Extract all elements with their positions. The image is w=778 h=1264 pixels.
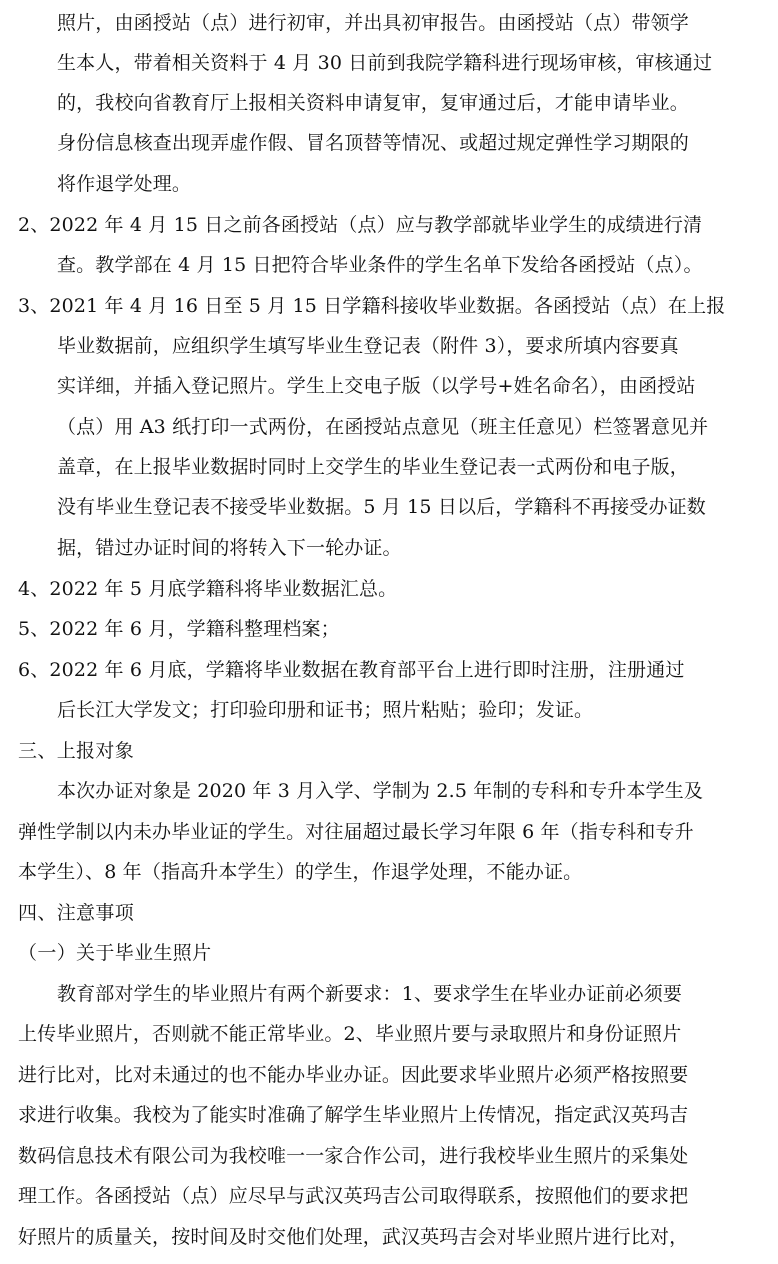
text-line: 查。教学部在 4 月 15 日把符合毕业条件的学生名单下发给各函授站（点）。	[57, 254, 703, 276]
paragraph-line: 数码信息技术有限公司为我校唯一一家合作公司，进行我校毕业生照片的采集处	[18, 1145, 689, 1167]
section-heading-reporting-scope: 三、上报对象	[18, 740, 135, 762]
text-line: 身份信息核查出现弄虚作假、冒名顶替等情况、或超过规定弹性学习期限的	[57, 132, 689, 154]
paragraph-line: 本学生）、8 年（指高升本学生）的学生，作退学处理，不能办证。	[18, 861, 583, 883]
paragraph-line: 理工作。各函授站（点）应尽早与武汉英玛吉公司取得联系，按照他们的要求把	[18, 1185, 689, 1207]
list-item-6: 6、2022 年 6 月底，学籍将毕业数据在教育部平台上进行即时注册，注册通过	[18, 659, 685, 681]
text-line: 毕业数据前，应组织学生填写毕业生登记表（附件 3），要求所填内容要真	[57, 335, 679, 357]
text-line: 照片，由函授站（点）进行初审，并出具初审报告。由函授站（点）带领学	[57, 12, 689, 34]
paragraph-line: 本次办证对象是 2020 年 3 月入学、学制为 2.5 年制的专科和专升本学生及	[57, 780, 704, 802]
list-item-4: 4、2022 年 5 月底学籍科将毕业数据汇总。	[18, 578, 398, 600]
list-item-5: 5、2022 年 6 月，学籍科整理档案；	[18, 618, 340, 640]
text-line: （点）用 A3 纸打印一式两份，在函授站点意见（班主任意见）栏签署意见并	[57, 416, 709, 438]
paragraph-line: 求进行收集。我校为了能实时准确了解学生毕业照片上传情况，指定武汉英玛吉	[18, 1104, 689, 1126]
text-line: 生本人，带着相关资料于 4 月 30 日前到我院学籍科进行现场审核，审核通过	[57, 52, 713, 74]
paragraph-line: 教育部对学生的毕业照片有两个新要求：1、要求学生在毕业办证前必须要	[57, 983, 683, 1005]
text-line: 盖章，在上报毕业数据时同时上交学生的毕业生登记表一式两份和电子版，	[57, 456, 689, 478]
paragraph-line: 上传毕业照片，否则就不能正常毕业。2、毕业照片要与录取照片和身份证照片	[18, 1023, 682, 1045]
text-line: 据，错过办证时间的将转入下一轮办证。	[57, 537, 402, 559]
text-line: 实详细，并插入登记照片。学生上交电子版（以学号+姓名命名），由函授站	[57, 375, 696, 397]
paragraph-line: 进行比对，比对未通过的也不能办毕业办证。因此要求毕业照片必须严格按照要	[18, 1064, 689, 1086]
text-line: 将作退学处理。	[57, 173, 192, 195]
text-line: 后长江大学发文；打印验印册和证书；照片粘贴；验印；发证。	[57, 699, 594, 721]
text-line: 的，我校向省教育厅上报相关资料申请复审，复审通过后，才能申请毕业。	[57, 92, 689, 114]
paragraph-line: 弹性学制以内未办毕业证的学生。对往届超过最长学习年限 6 年（指专科和专升	[18, 821, 694, 843]
section-heading-notes: 四、注意事项	[18, 902, 135, 924]
paragraph-line: 好照片的质量关，按时间及时交他们处理，武汉英玛吉会对毕业照片进行比对，	[18, 1226, 689, 1248]
text-line: 没有毕业生登记表不接受毕业数据。5 月 15 日以后，学籍科不再接受办证数	[57, 496, 706, 518]
list-item-3: 3、2021 年 4 月 16 日至 5 月 15 日学籍科接收毕业数据。各函授站（点）在上报	[18, 295, 726, 317]
list-item-2: 2、2022 年 4 月 15 日之前各函授站（点）应与教学部就毕业学生的成绩进行清	[18, 214, 703, 236]
subsection-heading-photos: （一）关于毕业生照片	[18, 942, 212, 964]
